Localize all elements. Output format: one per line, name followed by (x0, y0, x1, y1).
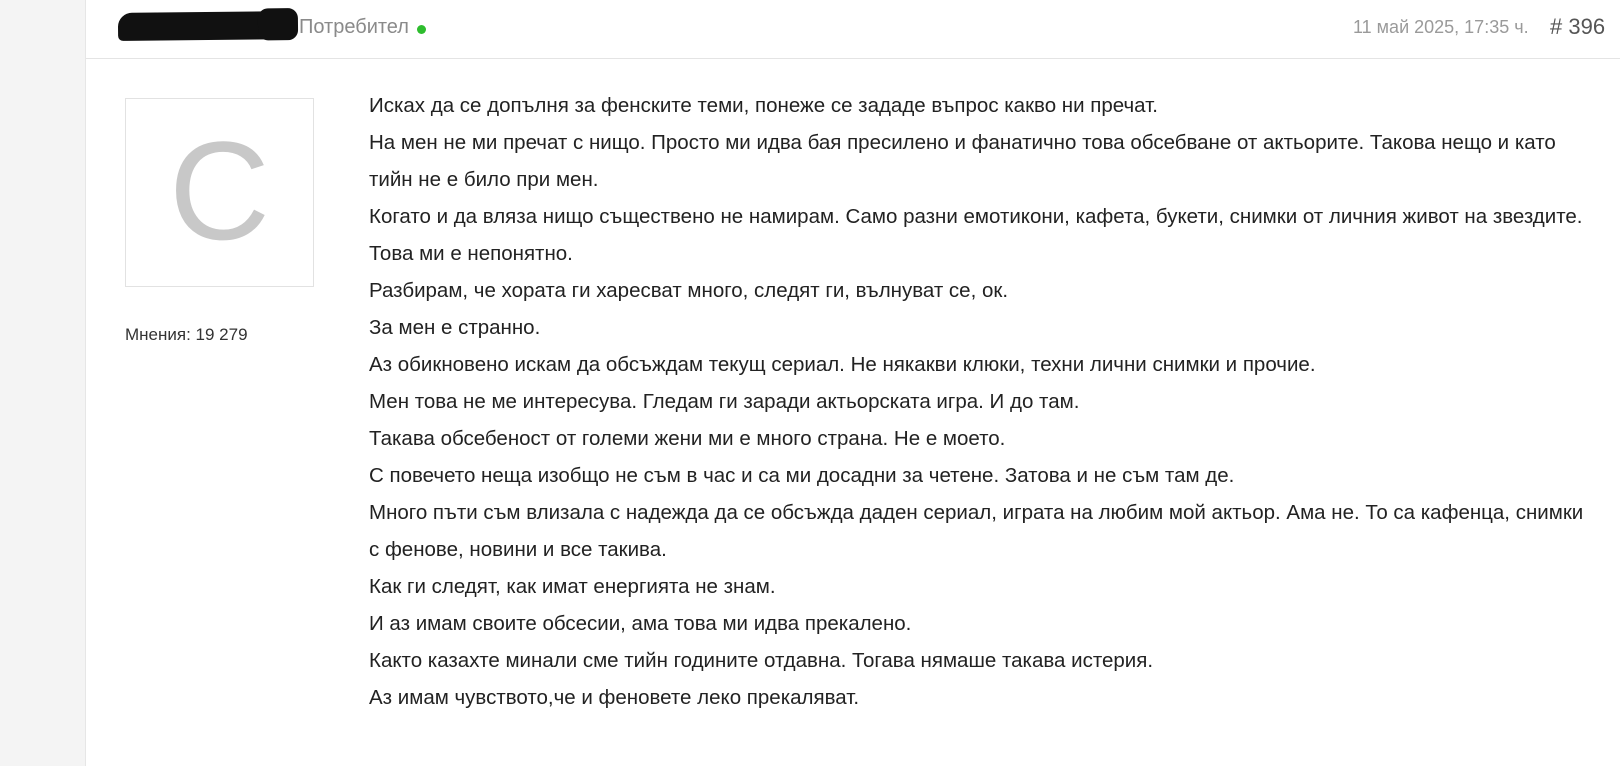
post-header (86, 0, 1620, 59)
post-body-paragraph: И аз имам своите обсесии, ама това ми идва прекалено. (369, 612, 912, 635)
avatar-letter: С (168, 111, 271, 269)
post-body-paragraph: Аз имам чувството,че и феновете леко прекаляват. (369, 686, 860, 709)
post-body-paragraph: Когато и да вляза нищо съществено не намирам. Само разни емотикони, кафета, букети, снимки от личния живот на звездите. (369, 205, 1583, 228)
post-body-paragraph: На мен не ми пречат с нищо. Просто ми идва бая пресилено и фанатично това обсебване от актьорите. Такова нещо и като тийн не е било при мен. (369, 131, 1556, 191)
post-body-paragraph: Много пъти съм влизала с надежда да се обсъжда даден сериал, играта на любим мой актьор. Ама не. То са кафенца, снимки с фенове, новини и все такива. (369, 501, 1584, 561)
post-body-paragraph: Как ги следят, как имат енергията не знам. (369, 575, 776, 598)
post-body-paragraph: Както казахте минали сме тийн годините отдавна. Тогава нямаше такава истерия. (369, 649, 1154, 672)
post-body (369, 87, 1589, 716)
post-body-paragraph: Такава обсебеност от големи жени ми е много страна. Не е моето. (369, 427, 1006, 450)
post-body-paragraph: Аз обикновено искам да обсъждам текущ сериал. Не някакви клюки, техни лични снимки и прочие. (369, 353, 1316, 376)
online-status-icon (417, 25, 426, 34)
forum-post (85, 0, 1620, 766)
redacted-username (118, 11, 294, 41)
post-count: Мнения: 19 279 (125, 325, 248, 344)
post-body-paragraph: С повечето неща изобщо не съм в час и са ми досадни за четене. Затова и не съм там де. (369, 464, 1235, 487)
post-body-paragraph: Исках да се допълня за фенските теми, понеже се зададе въпрос какво ни пречат. (369, 94, 1158, 117)
post-body-paragraph: За мен е странно. (369, 316, 541, 339)
post-number-link[interactable]: # 396 (1550, 14, 1606, 39)
avatar[interactable] (125, 98, 314, 287)
post-body-paragraph: Мен това не ме интересува. Гледам ги заради актьорската игра. И до там. (369, 390, 1080, 413)
author-role-label: Потребител (299, 16, 409, 38)
author-role (299, 16, 426, 39)
post-body-paragraph: Това ми е непонятно. (369, 242, 573, 265)
post-timestamp: 11 май 2025, 17:35 ч. (1353, 17, 1529, 37)
post-body-paragraph: Разбирам, че хората ги харесват много, следят ги, вълнуват се, ок. (369, 279, 1009, 302)
